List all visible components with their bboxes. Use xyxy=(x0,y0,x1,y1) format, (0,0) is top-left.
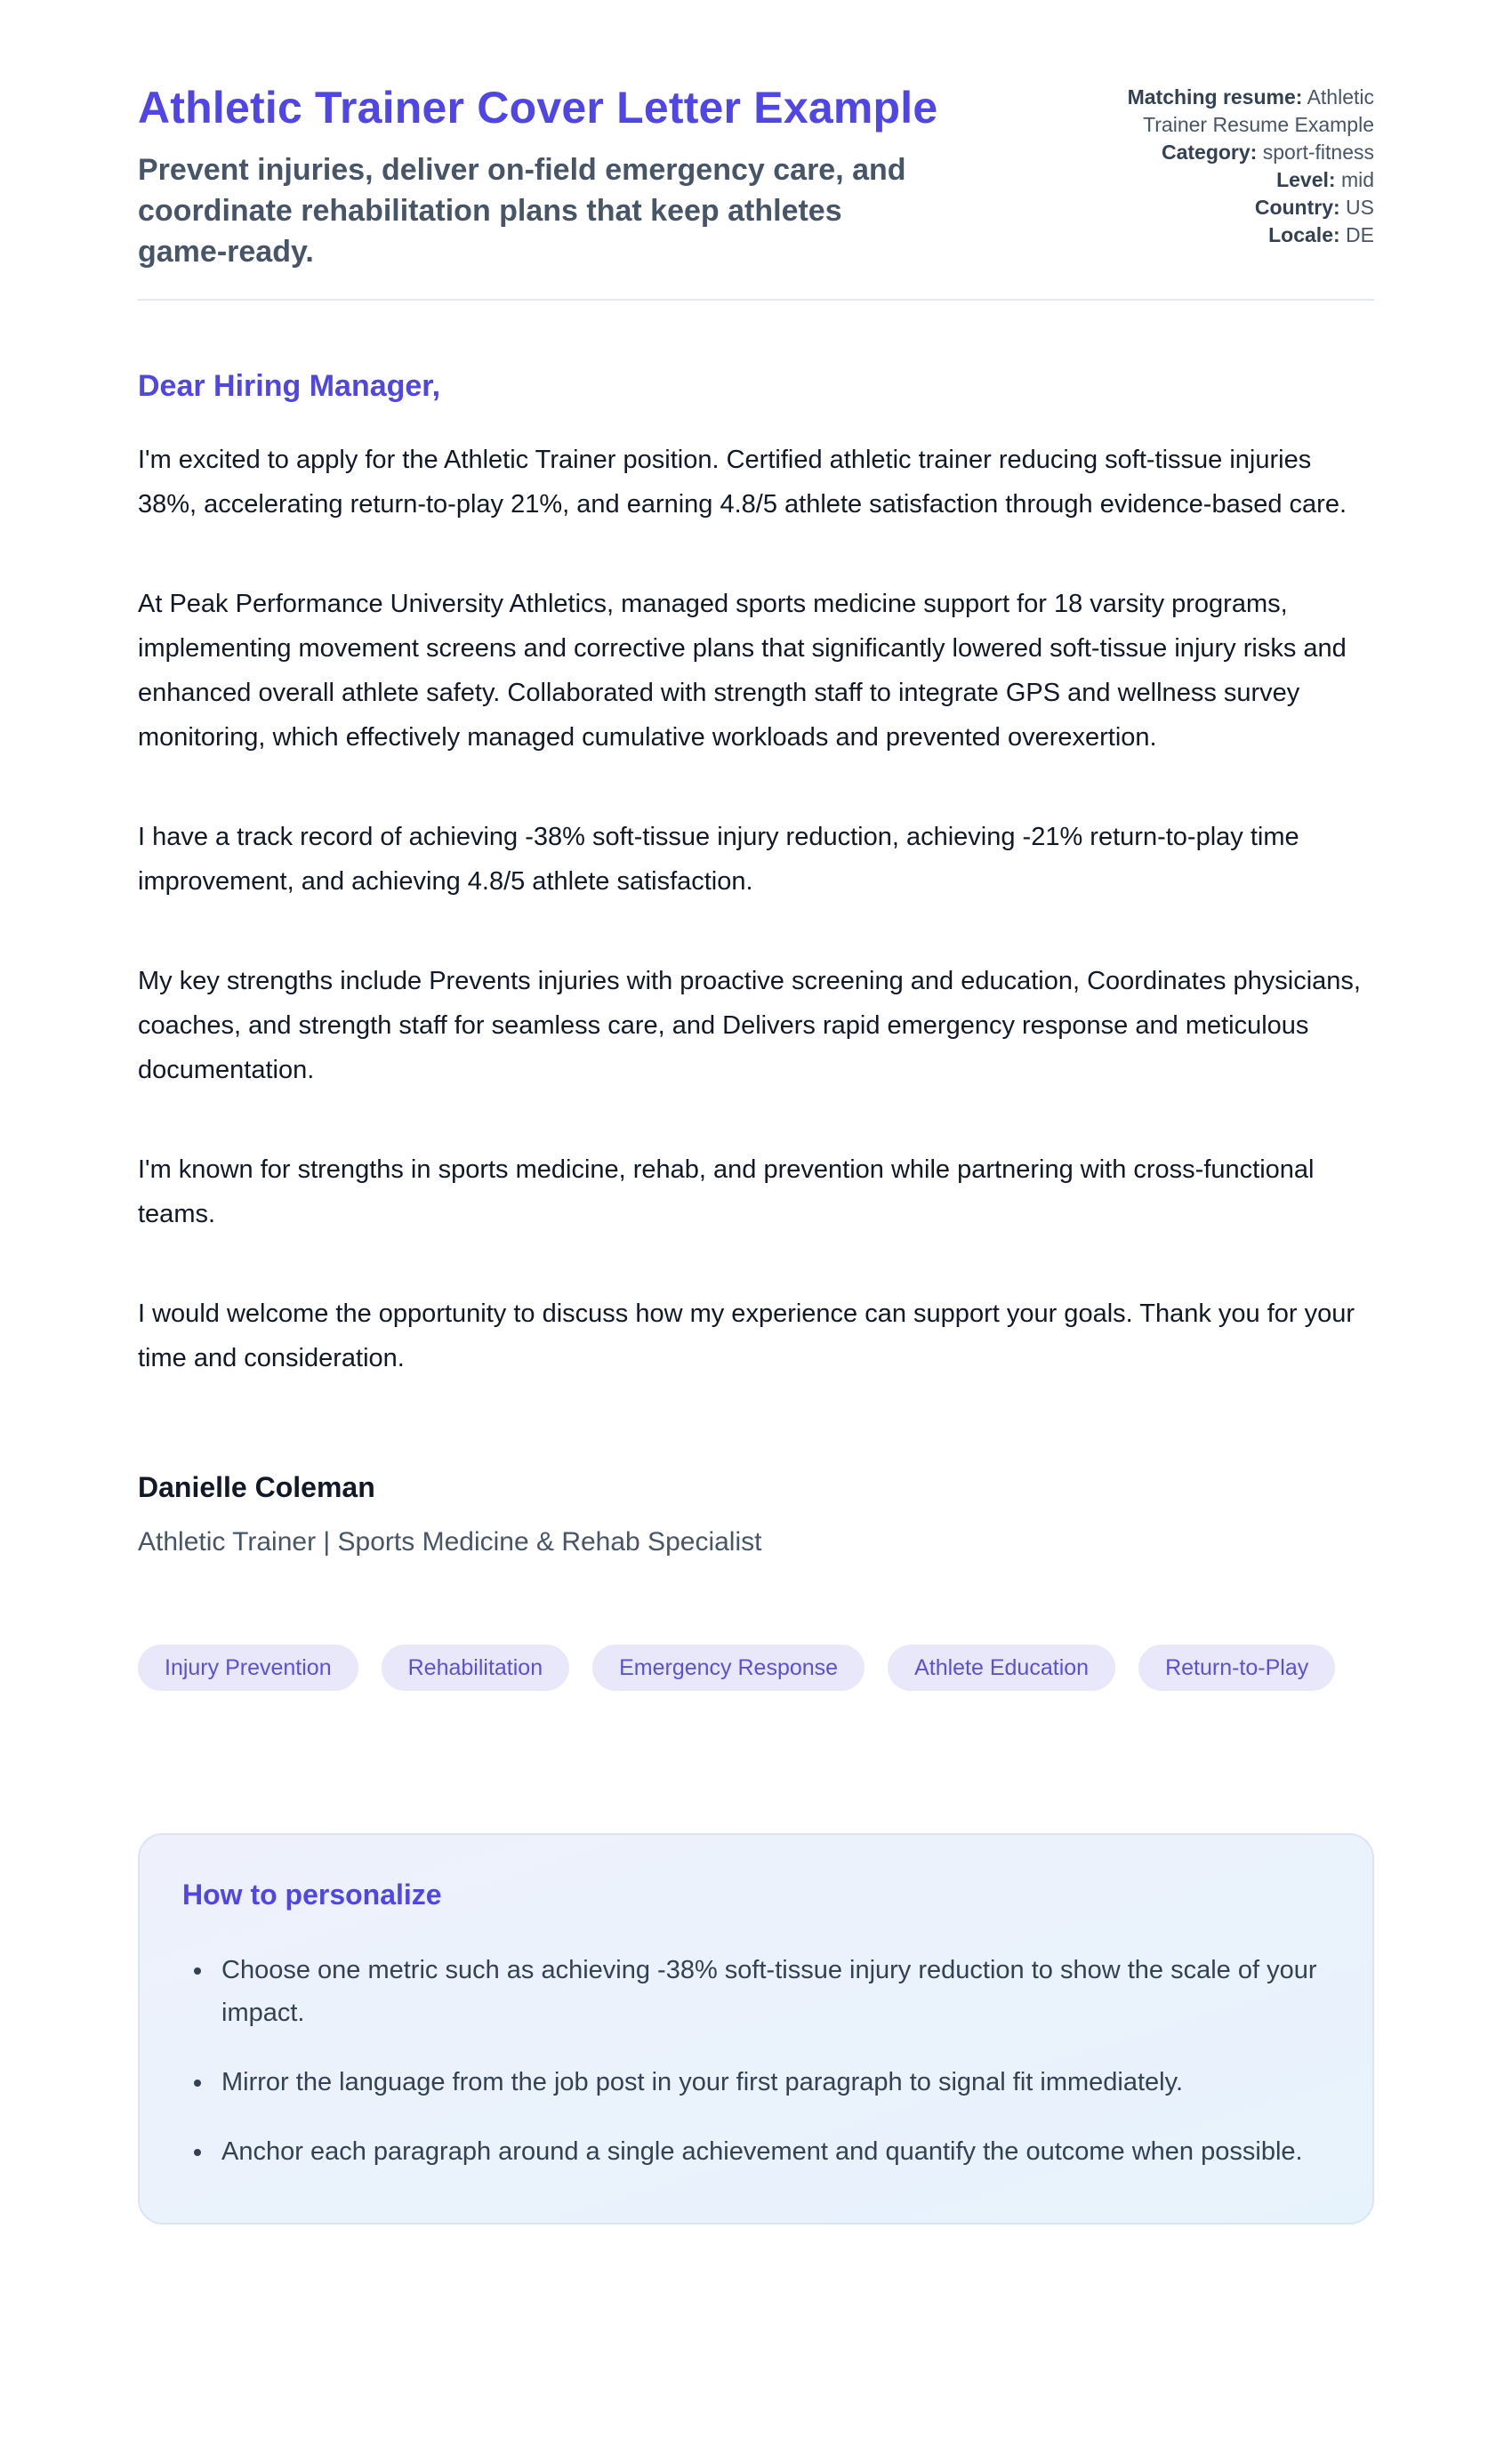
letter-paragraph: I have a track record of achieving -38% soft-tissue injury reduction, achieving -21% return-to-play time improvement, and achieving 4.8/5 athlete satisfaction. xyxy=(138,823,1299,896)
meta-label: Locale: xyxy=(1268,223,1340,246)
meta-label: Category: xyxy=(1161,141,1258,164)
signature-block xyxy=(138,1469,1374,1560)
tag-emergency-response: Emergency Response xyxy=(592,1645,865,1691)
letter-greeting: Dear Hiring Manager, xyxy=(138,369,441,403)
title-block xyxy=(138,78,938,272)
page-subtitle: Prevent injuries, deliver on-field emergency care, and coordinate rehabilitation plans that keep athletes game-ready. xyxy=(138,153,906,269)
tag-injury-prevention: Injury Prevention xyxy=(138,1645,358,1691)
meta-label: Level: xyxy=(1276,168,1336,191)
meta-value: US xyxy=(1346,196,1374,219)
tag-return-to-play: Return-to-Play xyxy=(1138,1645,1335,1691)
header-divider xyxy=(138,299,1374,301)
tag-rehabilitation: Rehabilitation xyxy=(382,1645,570,1691)
letter-paragraph: At Peak Performance University Athletics, managed sports medicine support for 18 varsity programs, implementing movement screens and corrective plans that significantly lowered soft-tissue injury risks and enhanced overall athlete safety. Collaborated with strength staff to integrate GPS and wellness survey monitoring, which effectively managed cumulative workloads and prevented overexertion. xyxy=(138,590,1347,752)
meta-row-locale xyxy=(1098,221,1374,249)
letter-paragraph: My key strengths include Prevents injuries with proactive screening and education, Coordinates physicians, coaches, and strength staff for seamless care, and Delivers rapid emergency response and meticulous documentation. xyxy=(138,967,1361,1084)
meta-value: Athletic Trainer Resume Example xyxy=(1143,85,1374,136)
personalize-tip-list xyxy=(182,1949,1330,2173)
personalize-heading: How to personalize xyxy=(182,1879,442,1911)
letter-paragraph: I'm known for strengths in sports medicine, rehab, and prevention while partnering with cross-functional teams. xyxy=(138,1155,1315,1228)
signature-name: Danielle Coleman xyxy=(138,1471,375,1503)
meta-value: mid xyxy=(1340,168,1374,191)
meta-row-country xyxy=(1098,194,1374,221)
tag-athlete-education: Athlete Education xyxy=(888,1645,1115,1691)
resume-meta-block xyxy=(1098,84,1374,249)
how-to-personalize-box xyxy=(138,1833,1374,2225)
meta-label: Matching resume: xyxy=(1127,85,1303,109)
letter-paragraph: I would welcome the opportunity to discuss how my experience can support your goals. Thank you for your time and consideration. xyxy=(138,1299,1355,1372)
letter-paragraph: I'm excited to apply for the Athletic Trainer position. Certified athletic trainer reducing soft-tissue injuries 38%, accelerating return-to-play 21%, and earning 4.8/5 athlete satisfaction through evidence-based care. xyxy=(138,446,1347,519)
page-header xyxy=(138,78,1374,272)
personalize-tip: • Anchor each paragraph around a single achievement and quantify the outcome when possible. xyxy=(214,2130,1330,2173)
page-title: Athletic Trainer Cover Letter Example xyxy=(138,83,938,133)
cover-letter-body xyxy=(138,365,1374,1560)
meta-label: Country: xyxy=(1254,196,1340,219)
signature-title: Athletic Trainer | Sports Medicine & Rehab Specialist xyxy=(138,1527,762,1557)
meta-row-matching-resume xyxy=(1098,84,1374,139)
meta-value: sport-fitness xyxy=(1262,141,1374,164)
meta-row-level xyxy=(1098,166,1374,194)
skill-tags-row xyxy=(138,1645,1374,1691)
personalize-tip: • Choose one metric such as achieving -38% soft-tissue injury reduction to show the scale of your impact. xyxy=(214,1949,1330,2034)
meta-value: DE xyxy=(1346,223,1374,246)
personalize-tip: • Mirror the language from the job post in your first paragraph to signal fit immediately. xyxy=(214,2061,1330,2104)
meta-row-category xyxy=(1098,139,1374,166)
